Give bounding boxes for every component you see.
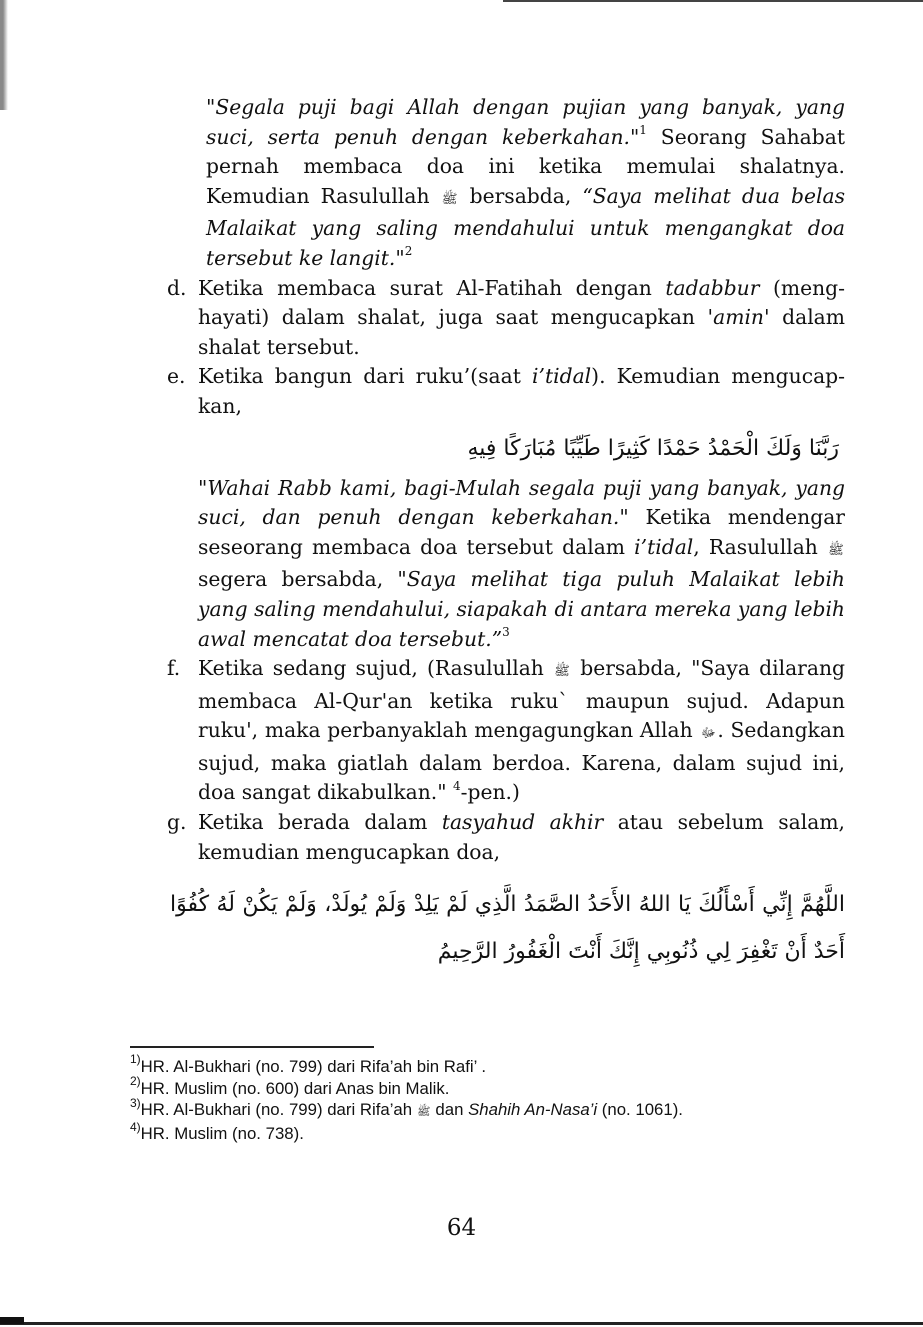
list-item-e [167, 362, 845, 654]
list-item-f [167, 654, 845, 808]
quote-dua-belas: “Saya melihat dua belas Malaikat yang saling mendahului untuk mengangkat doa tersebut ke langit." [206, 183, 845, 270]
saw-honorific-icon: ﷺ [417, 1105, 431, 1119]
text-segment: -pen.) [460, 780, 520, 805]
footnote-text: HR. Muslim (no. 600) dari Anas bin Malik. [140, 1078, 450, 1098]
paragraph-quote-continuation [167, 93, 845, 274]
footnote-text: HR. Al-Bukhari (no. 799) dari Rifa’ah [140, 1100, 417, 1120]
footnote-source-italic: Shahih An-Nasa’i [468, 1100, 598, 1120]
list-marker: g. [167, 810, 187, 835]
footnote-ref-4[interactable]: 4 [453, 778, 461, 793]
main-text-column [167, 93, 845, 867]
footnote-1 [130, 1052, 830, 1078]
text-segment: Ketika membaca surat Al-Fatihah dengan [198, 275, 666, 300]
text-segment: segera bersabda, [198, 567, 398, 592]
page-number: 64 [446, 1215, 477, 1241]
term-tadabbur: tadabbur [665, 275, 760, 300]
footnote-4 [130, 1119, 830, 1145]
list-marker: e. [167, 364, 186, 389]
term-amin: amin [713, 305, 764, 330]
saw-honorific-icon: ﷺ [441, 191, 458, 207]
text-segment: atau sebelum salam, kemudian mengucapkan doa, [198, 810, 846, 864]
list-item-text [198, 274, 845, 363]
footnote-text: dan [430, 1100, 469, 1120]
text-segment: Ketika berada dalam [198, 810, 442, 835]
scan-left-shadow [0, 0, 14, 110]
list-item-text [198, 808, 845, 867]
text-segment: ' dalam shalat tersebut. [198, 305, 846, 359]
text-segment: Ketika mendengar seseorang membaca doa tersebut dalam [198, 505, 845, 559]
list-item-text [198, 654, 845, 808]
term-itidal: i’tidal [532, 364, 592, 389]
list-marker: d. [167, 275, 187, 300]
footnote-mark: 4) [130, 1119, 141, 1134]
footnote-separator [130, 1046, 374, 1048]
footnote-mark: 1) [130, 1052, 141, 1067]
list-item-text [198, 362, 845, 421]
list-item-d [167, 274, 845, 363]
footnote-2 [130, 1074, 830, 1100]
saw-honorific-icon: ﷺ [828, 542, 844, 558]
text-bersabda: bersabda, [458, 183, 583, 208]
list-item-text-continued [198, 474, 845, 655]
text-segment: ). Kemudian mengucap-kan, [198, 364, 846, 418]
text-segment: . Sedangkan sujud, maka giatlah dalam berdoa. Karena, dalam sujud ini, doa sangat dikabulkan." [198, 718, 845, 805]
footnote-text: (no. 1061). [597, 1100, 683, 1120]
quote-wahai-rabb: "Wahai Rabb kami, bagi-Mulah segala puji yang banyak, yang suci, dan penuh dengan keberkahan." [198, 475, 845, 530]
scan-bottom-edge [0, 1315, 923, 1327]
footnote-text: HR. Al-Bukhari (no. 799) dari Rifa’ah bin Rafi’ . [140, 1057, 487, 1076]
footnote-text: HR. Muslim (no. 738). [140, 1124, 304, 1144]
swt-honorific-icon: ﷻ [701, 726, 716, 742]
footnote-ref-2[interactable]: 2 [404, 244, 413, 259]
footnote-mark: 2) [130, 1074, 141, 1089]
footnotes [130, 1052, 830, 1145]
text-segment: Ketika sedang sujud, (Rasulullah [198, 656, 554, 681]
text-sahabat: Seorang Sahabat pernah membaca doa ini ketika memulai shalatnya. Kemudian Rasulullah [206, 124, 845, 208]
text-segment: , Rasulullah [693, 534, 827, 559]
arabic-prayer-itidal: رَبَّنَا وَلَكَ الْحَمْدُ حَمْدًا كَثِيرًا طَيِّبًا مُبَارَكًا فِيهِ [467, 435, 839, 461]
text-segment: (meng-hayati) dalam shalat, juga saat mengucapkan ' [198, 275, 845, 330]
list-marker: f. [167, 656, 181, 681]
term-itidal: i’tidal [634, 534, 694, 559]
arabic-doa-line-2: أَحَدٌ أَنْ تَغْفِرَ لِي ذُنُوبِي إِنَّكَ أَنْتَ الْغَفُورُ الرَّحِيمُ [437, 939, 845, 964]
footnote-ref-3[interactable]: 3 [502, 624, 510, 639]
quote-tiga-puluh: "Saya melihat tiga puluh Malaikat lebih yang saling mendahului, siapakah di antara mereka yang lebih awal mencatat doa tersebut.” [198, 567, 845, 651]
arabic-doa-line-1: اللَّهُمَّ إِنِّي أَسْأَلُكَ يَا اللهُ الأَحَدُ الصَّمَدُ الَّذِي لَمْ يَلِدْ وَلَمْ يُولَدْ، وَلَمْ يَكُنْ لَهُ كُفُوًا [170, 892, 845, 917]
scan-top-edge [0, 0, 923, 3]
footnote-mark: 3) [130, 1095, 141, 1110]
footnote-ref-1[interactable]: 1 [639, 122, 647, 137]
text-segment: Ketika bangun dari ruku’(saat [198, 364, 533, 389]
footnote-3 [130, 1095, 830, 1123]
text-segment: bersabda, "Saya dilarang membaca Al-Qur'an ketika ruku` maupun sujud. Adapun ruku', maka perbanyaklah mengagungkan Allah [198, 656, 846, 743]
term-tasyahud: tasyahud akhir [441, 810, 604, 835]
quote-segala-puji: "Segala puji bagi Allah dengan pujian yang banyak, yang suci, serta penuh dengan keberkahan." [206, 95, 845, 149]
list-item-g [167, 808, 845, 867]
saw-honorific-icon: ﷺ [554, 664, 570, 680]
